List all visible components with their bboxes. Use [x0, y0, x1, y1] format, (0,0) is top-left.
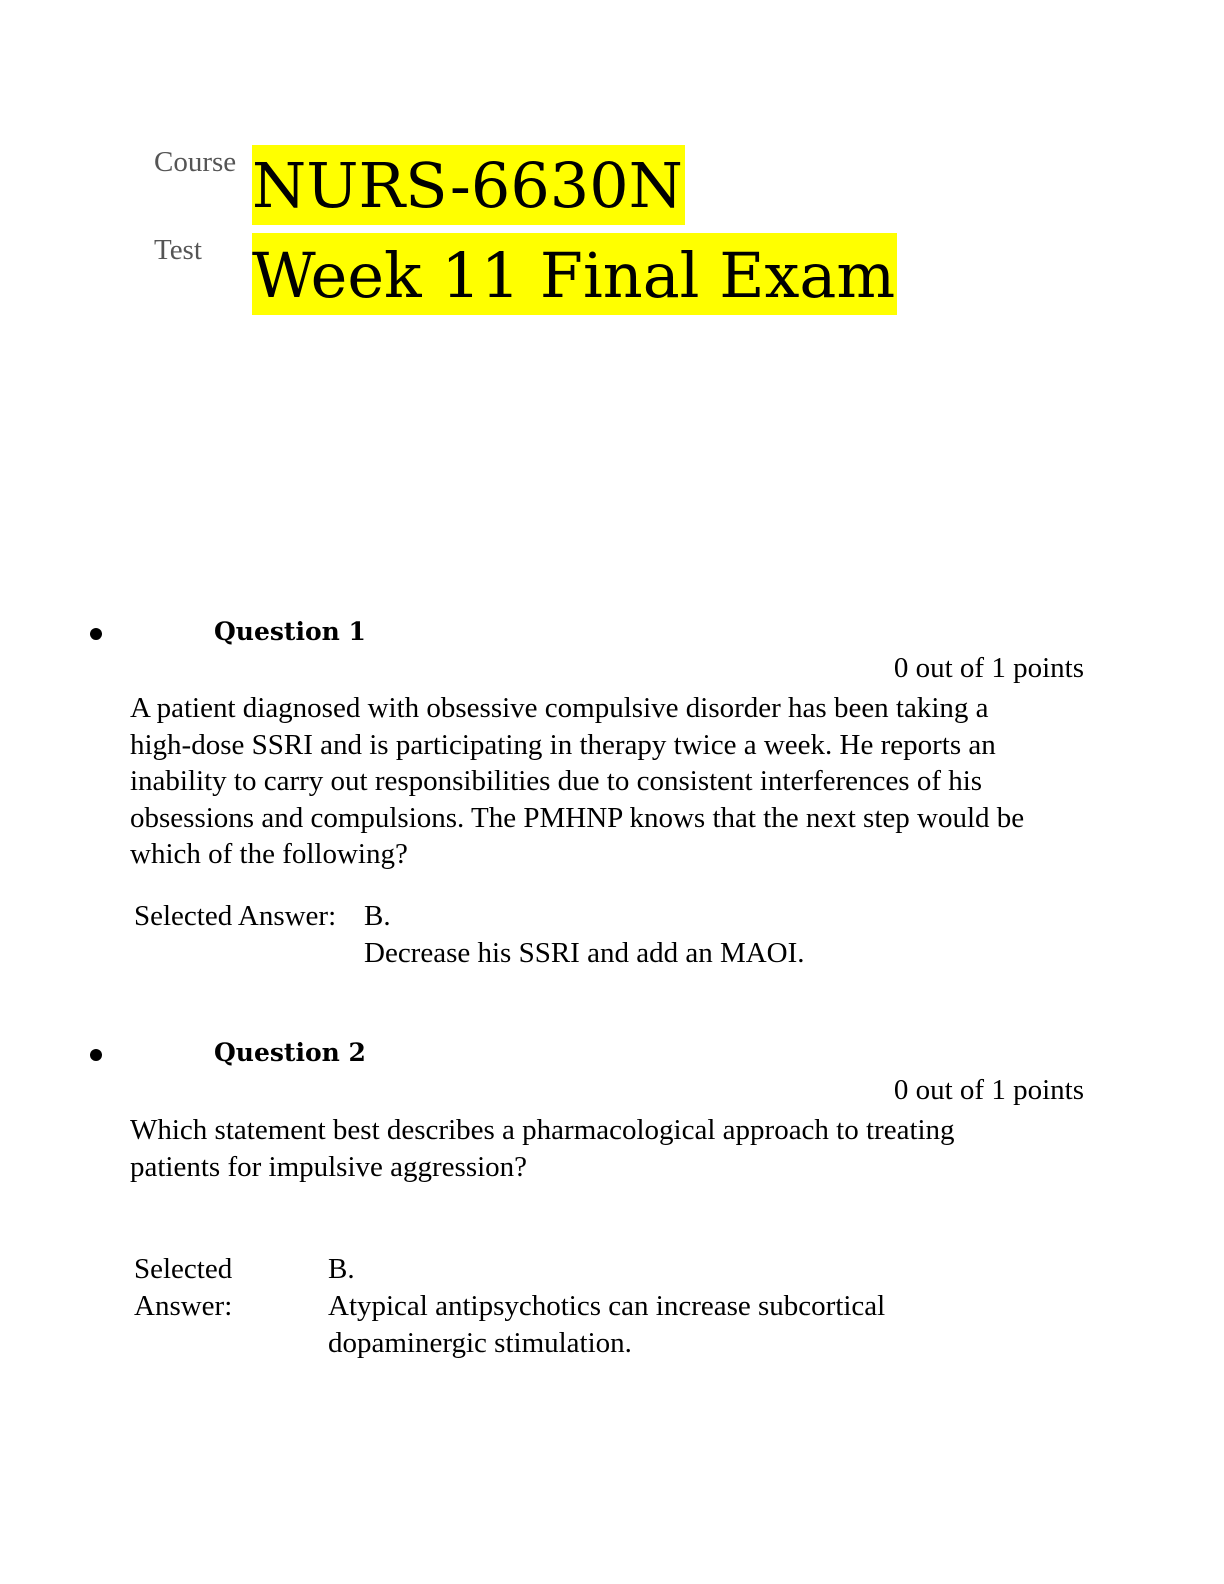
- question-1-answer-letter: B.: [364, 900, 391, 932]
- question-1-bullet: [90, 628, 102, 640]
- question-2-selected-label-line2: Answer:: [134, 1290, 233, 1322]
- question-2-answer-text: Atypical antipsychotics can increase subcortical dopaminergic stimulation.: [328, 1290, 886, 1359]
- course-code: NURS-6630N: [252, 145, 685, 225]
- question-1-selected-label: Selected Answer:: [134, 900, 337, 932]
- question-2-answer-letter: B.: [328, 1253, 355, 1285]
- question-1-points: 0 out of 1 points: [893, 652, 1084, 684]
- test-name: Week 11 Final Exam: [252, 233, 897, 315]
- question-2-selected-label-line1: Selected: [134, 1253, 233, 1285]
- question-2-text: Which statement best describes a pharmacological approach to treating patients for impulsive aggression?: [130, 1114, 955, 1183]
- question-2-title: Question 2: [214, 1038, 366, 1067]
- question-1-text: A patient diagnosed with obsessive compulsive disorder has been taking a high-dose SSRI and is participating in therapy twice a week. He reports an inability to carry out responsibilities due to consistent interferences of his obsessions and compulsions. The PMHNP knows that the next step would be which of the following?: [130, 692, 1025, 870]
- question-1-title: Question 1: [214, 617, 366, 646]
- question-2-points: 0 out of 1 points: [893, 1074, 1084, 1106]
- test-label: Test: [154, 234, 202, 266]
- question-1-answer-text: Decrease his SSRI and add an MAOI.: [364, 937, 805, 969]
- course-label: Course: [154, 146, 237, 178]
- question-2-bullet: [90, 1049, 102, 1061]
